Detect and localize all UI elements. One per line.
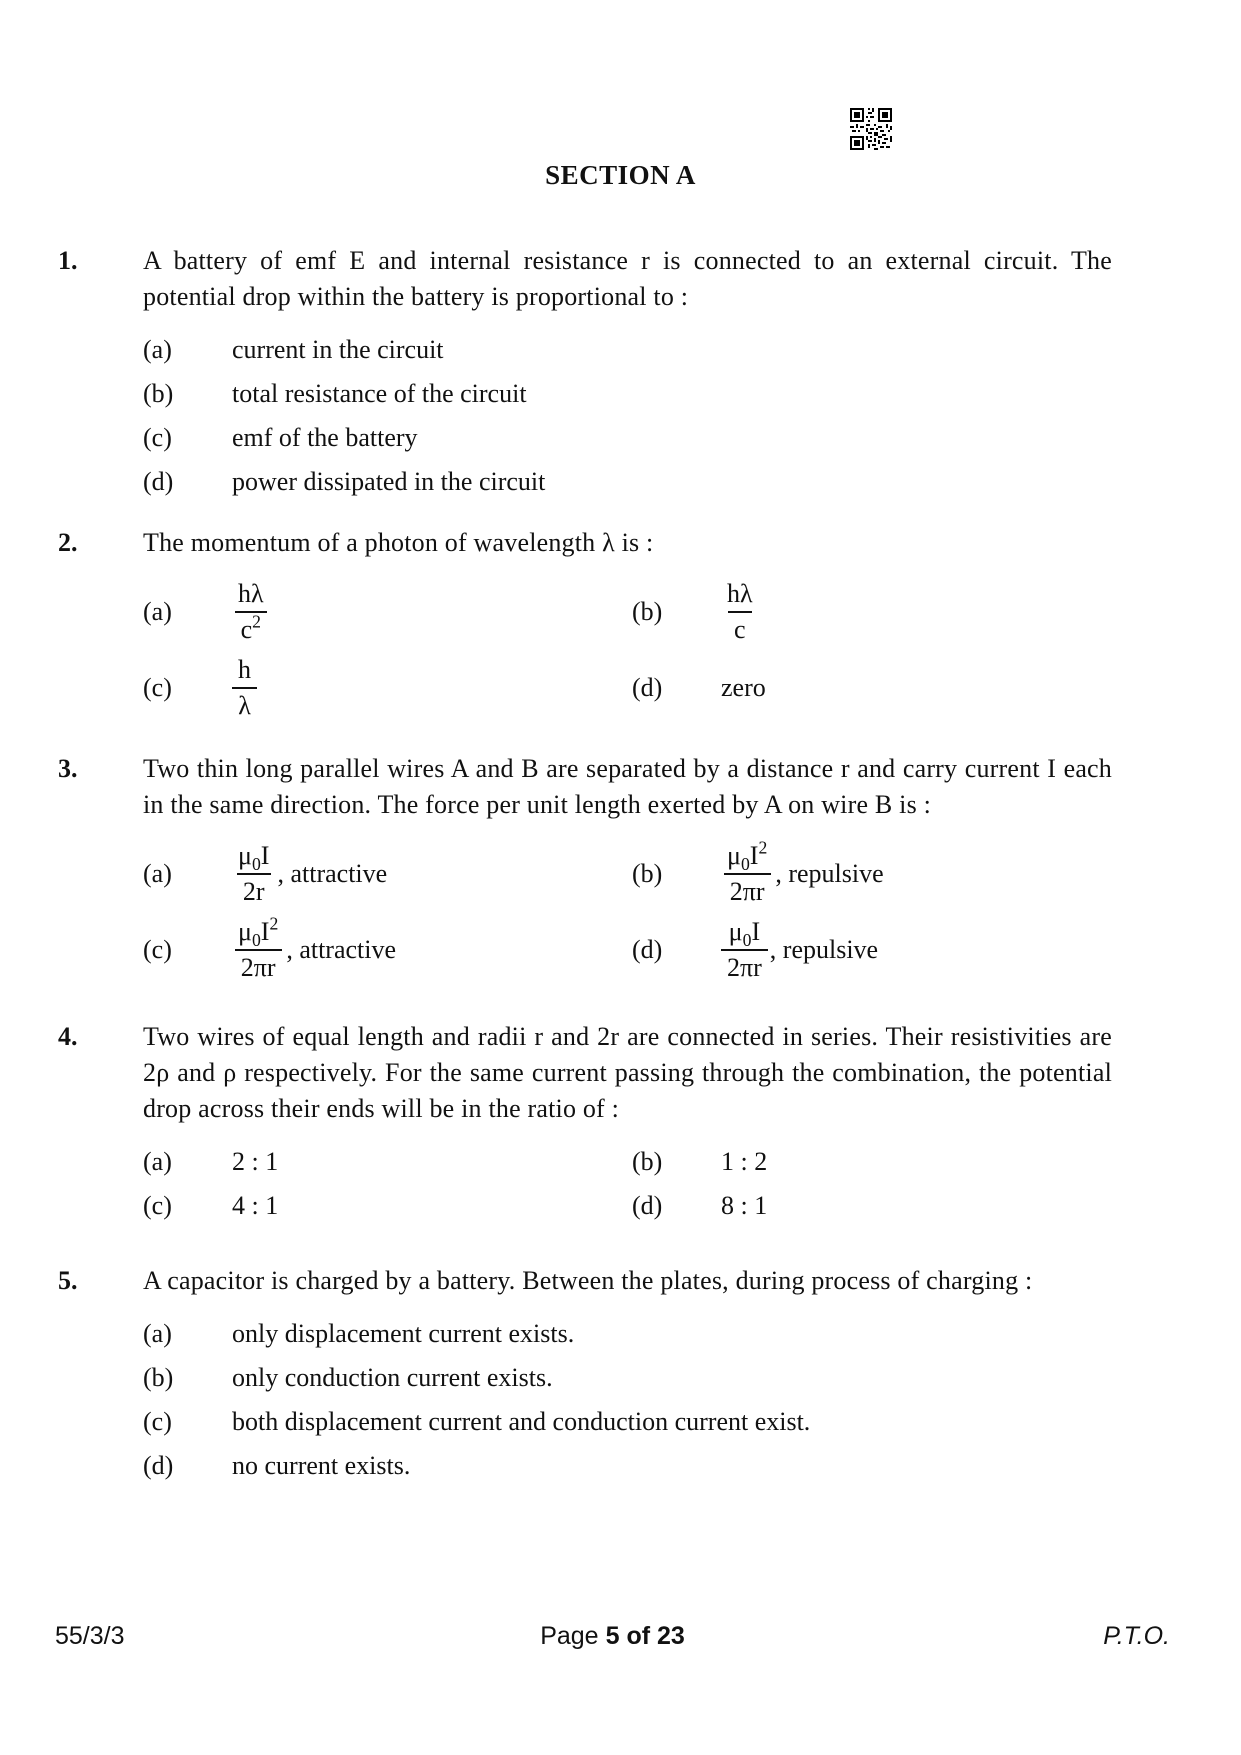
- question-number: 5.: [58, 1266, 78, 1295]
- option-row: [143, 465, 1112, 499]
- option-row: [143, 377, 1112, 411]
- option-label: (b): [632, 859, 663, 888]
- fraction: $\frac{h\lambda}{c^2}$: [232, 579, 270, 645]
- options-list: [143, 579, 1112, 721]
- option-text: total resistance of the circuit: [232, 379, 527, 408]
- fraction: $\frac{\mu_0I}{2\pi r}$: [721, 917, 768, 983]
- option-label: (b): [143, 379, 174, 408]
- options-list: [143, 1145, 1112, 1223]
- option-text: , repulsive: [769, 935, 879, 964]
- question-stem: Two thin long parallel wires A and B are separated by a distance r and carry current I each in the same direction. The force per unit length exerted by A on wire B is :: [143, 754, 1112, 819]
- option-text: both displacement current and conduction current exist.: [232, 1407, 811, 1436]
- option-text: 1 : 2: [721, 1147, 768, 1176]
- option-row: [143, 1449, 1112, 1483]
- option-label: (d): [632, 1191, 663, 1220]
- qr-code: [850, 108, 892, 150]
- option-row: [143, 1189, 632, 1223]
- option-row: [143, 1405, 1112, 1439]
- fraction: $\frac{h\lambda}{c}$: [727, 579, 753, 644]
- option-label: (a): [143, 859, 172, 888]
- option-label: (b): [632, 597, 663, 626]
- option-text: zero: [721, 673, 766, 702]
- option-text: current in the circuit: [232, 335, 444, 364]
- option-label: (b): [143, 1363, 174, 1392]
- option-label: (d): [143, 1451, 174, 1480]
- option-label: (a): [143, 1319, 172, 1348]
- fraction: $\frac{\mu_0I^2}{2\pi r}$: [232, 917, 284, 983]
- option-text: power dissipated in the circuit: [232, 467, 546, 496]
- option-row: [632, 579, 1112, 645]
- options-row-pair: [143, 579, 1112, 645]
- question-number: 3.: [58, 754, 78, 783]
- option-text: 2 : 1: [232, 1147, 279, 1176]
- page-footer: [55, 1622, 1170, 1650]
- fraction: $\frac{h}{\lambda}$: [232, 655, 257, 721]
- option-text: 8 : 1: [721, 1191, 768, 1220]
- option-row: [632, 837, 1112, 907]
- question-stem: A capacitor is charged by a battery. Between the plates, during process of charging :: [143, 1266, 1033, 1295]
- fraction: $\frac{\mu_0I}{2r}$: [238, 841, 270, 906]
- option-label: (c): [143, 1191, 172, 1220]
- options-row-pair: [143, 655, 1112, 721]
- option-row: [143, 579, 632, 645]
- fraction: $\frac{\mu_0I^2}{2\pi r}$: [721, 841, 773, 907]
- option-row: [143, 913, 632, 983]
- option-text: only conduction current exists.: [232, 1363, 553, 1392]
- option-row: [143, 1361, 1112, 1395]
- option-label: (b): [632, 1147, 663, 1176]
- question-5: [0, 1263, 1241, 1483]
- question-2: [0, 525, 1241, 721]
- option-row: [632, 917, 1112, 983]
- option-text: emf of the battery: [232, 423, 418, 452]
- option-row: [143, 1317, 1112, 1351]
- question-3: [0, 751, 1241, 983]
- question-1: [0, 243, 1241, 499]
- options-row-pair: [143, 1145, 1112, 1179]
- option-label: (c): [143, 673, 172, 702]
- options-list: [143, 1317, 1112, 1483]
- option-text: only displacement current exists.: [232, 1319, 575, 1348]
- options-row-pair: [143, 1189, 1112, 1223]
- question-number: 1.: [58, 246, 78, 275]
- option-row: [632, 655, 1112, 721]
- option-label: (a): [143, 335, 172, 364]
- option-label: (d): [632, 935, 663, 964]
- question-stem: Two wires of equal length and radii r and 2r are connected in series. Their resistivities are 2ρ and ρ respectively. For the same current passing through the combination, the potential drop across their ends will be in the ratio of :: [143, 1022, 1112, 1123]
- options-row-pair: [143, 837, 1112, 907]
- option-label: (a): [143, 1147, 172, 1176]
- options-list: [143, 333, 1112, 499]
- option-row: [143, 1145, 632, 1179]
- question-number: 4.: [58, 1022, 78, 1051]
- option-text: no current exists.: [232, 1451, 411, 1480]
- option-label: (c): [143, 1407, 172, 1436]
- option-label: (c): [143, 935, 172, 964]
- page-indicator-number: 5 of 23: [605, 1622, 685, 1650]
- option-row: [143, 655, 632, 721]
- option-label: (a): [143, 597, 172, 626]
- option-row: [632, 1189, 1112, 1223]
- question-4: [0, 1019, 1241, 1223]
- question-stem: A battery of emf E and internal resistance r is connected to an external circuit. The potential drop within the battery is proportional to :: [143, 246, 1112, 311]
- question-number: 2.: [58, 528, 78, 557]
- option-text: , repulsive: [775, 859, 884, 888]
- option-text: , attractive: [286, 935, 397, 964]
- option-row: [143, 333, 1112, 367]
- question-stem: The momentum of a photon of wavelength λ is :: [143, 528, 654, 557]
- option-row: [143, 421, 1112, 455]
- options-list: [143, 837, 1112, 983]
- option-label: (c): [143, 423, 172, 452]
- page-indicator: [55, 1622, 1170, 1650]
- option-row: [143, 841, 632, 907]
- section-title: SECTION A: [545, 160, 696, 190]
- options-row-pair: [143, 913, 1112, 983]
- option-text: 4 : 1: [232, 1191, 279, 1220]
- option-text: , attractive: [277, 859, 388, 888]
- paper-code: 55/3/3: [55, 1622, 125, 1650]
- pto-label: P.T.O.: [1103, 1622, 1170, 1650]
- option-row: [632, 1145, 1112, 1179]
- option-label: (d): [143, 467, 174, 496]
- option-label: (d): [632, 673, 663, 702]
- page-indicator-prefix: Page: [540, 1622, 599, 1650]
